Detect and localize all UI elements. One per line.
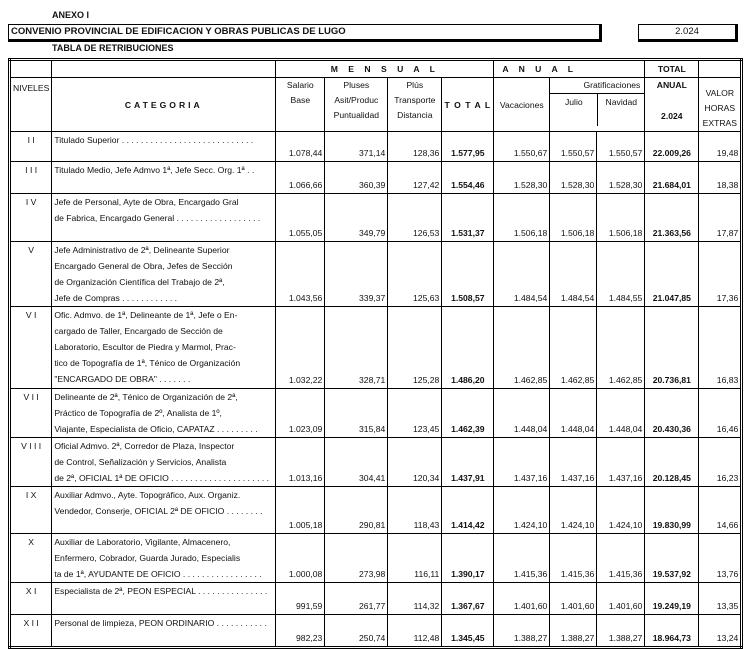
total-mensual-cell: 1.437,91 bbox=[442, 438, 494, 487]
total-mensual-cell: 1.554,46 bbox=[442, 162, 494, 194]
categoria-line: "ENCARGADO DE OBRA" . . . . . . . bbox=[54, 374, 191, 384]
nivel-cell: V I I bbox=[10, 389, 52, 438]
pluses-cell: 328,71 bbox=[325, 307, 388, 389]
horas-extras-header bbox=[699, 78, 742, 132]
categoria-line: Auxiliar Admvo., Ayte. Topográfico, Aux. Organiz. bbox=[54, 490, 241, 500]
categoria-line: Encargado General de Obra, Jefes de Sección bbox=[54, 261, 233, 271]
horas-line: HORAS bbox=[704, 103, 736, 113]
categoria-line: Jefe de Personal, Ayte de Obra, Encargado Gral bbox=[54, 197, 239, 207]
categoria-line: Vendedor, Conserje, OFICIAL 2ª DE OFICIO . . . . . . . . bbox=[54, 506, 263, 516]
navidad-cell: 1.424,10 bbox=[597, 487, 645, 534]
total-anual-cell: 19.249,19 bbox=[645, 583, 699, 615]
pluses-cell: 371,14 bbox=[325, 132, 388, 162]
horas-extras-cell: 13,24 bbox=[699, 615, 742, 648]
plus-transporte-cell: 123,45 bbox=[388, 389, 442, 438]
anual-header: A N U A L bbox=[494, 60, 645, 78]
julio-cell: 1.506,18 bbox=[550, 194, 597, 242]
table-row bbox=[10, 583, 742, 615]
table-row bbox=[10, 615, 742, 648]
total-mensual-header: T O T A L bbox=[442, 78, 494, 132]
nivel-cell: V I bbox=[10, 307, 52, 389]
navidad-cell: 1.528,30 bbox=[597, 162, 645, 194]
pluses-line: Pluses bbox=[343, 80, 370, 90]
categoria-cell bbox=[52, 615, 276, 648]
categoria-cell bbox=[52, 389, 276, 438]
table-row bbox=[10, 389, 742, 438]
categoria-line: Práctico de Topografía de 2º, Analista de 1º, bbox=[54, 408, 222, 418]
nivel-cell: X bbox=[10, 534, 52, 583]
total-mensual-cell: 1.414,42 bbox=[442, 487, 494, 534]
total-mensual-cell: 1.531,37 bbox=[442, 194, 494, 242]
navidad-cell: 1.415,36 bbox=[597, 534, 645, 583]
total-anual-cell: 20.128,45 bbox=[645, 438, 699, 487]
gratificaciones-header bbox=[550, 78, 645, 132]
header-row-groups bbox=[10, 60, 742, 78]
vacaciones-cell: 1.550,67 bbox=[494, 132, 550, 162]
julio-cell: 1.401,60 bbox=[550, 583, 597, 615]
pluses-cell: 360,39 bbox=[325, 162, 388, 194]
vacaciones-header: Vacaciones bbox=[494, 78, 550, 132]
total-anual-cell: 19.537,92 bbox=[645, 534, 699, 583]
transporte-line: Transporte bbox=[394, 95, 436, 105]
horas-extras-cell: 19,48 bbox=[699, 132, 742, 162]
plus-transporte-cell: 127,42 bbox=[388, 162, 442, 194]
total-mensual-cell: 1.577,95 bbox=[442, 132, 494, 162]
salario-base-cell: 1.066,66 bbox=[276, 162, 325, 194]
julio-cell: 1.424,10 bbox=[550, 487, 597, 534]
header-row-columns bbox=[10, 78, 742, 132]
empty-header-cell bbox=[52, 60, 276, 78]
table-row bbox=[10, 534, 742, 583]
total-anual-cell: 21.684,01 bbox=[645, 162, 699, 194]
categoria-cell bbox=[52, 583, 276, 615]
salario-base-cell: 1.013,16 bbox=[276, 438, 325, 487]
julio-cell: 1.550,57 bbox=[550, 132, 597, 162]
julio-cell: 1.462,85 bbox=[550, 307, 597, 389]
salario-base-cell: 1.000,08 bbox=[276, 534, 325, 583]
categoria-line: Titulado Medio, Jefe Admvo 1ª, Jefe Secc. Org. 1ª . . bbox=[54, 165, 255, 175]
plus-transporte-cell: 125,63 bbox=[388, 242, 442, 307]
navidad-cell: 1.401,60 bbox=[597, 583, 645, 615]
vacaciones-cell: 1.462,85 bbox=[494, 307, 550, 389]
total-mensual-cell: 1.367,67 bbox=[442, 583, 494, 615]
niveles-header: NIVELES bbox=[10, 78, 52, 132]
pluses-line: Asit/Produc bbox=[334, 95, 379, 105]
categoria-line: Auxiliar de Laboratorio, Vigilante, Almacenero, bbox=[54, 537, 231, 547]
vacaciones-cell: 1.484,54 bbox=[494, 242, 550, 307]
total-anual-cell: 20.430,36 bbox=[645, 389, 699, 438]
total-anual-header bbox=[645, 78, 699, 132]
categoria-cell bbox=[52, 162, 276, 194]
nivel-cell: I I bbox=[10, 132, 52, 162]
categoria-cell bbox=[52, 534, 276, 583]
table-row bbox=[10, 242, 742, 307]
categoria-line: Jefe de Compras . . . . . . . . . . . . bbox=[54, 293, 178, 303]
nivel-cell: V I I I bbox=[10, 438, 52, 487]
transporte-line: Distancia bbox=[397, 110, 433, 120]
nivel-cell: I I I bbox=[10, 162, 52, 194]
categoria-cell bbox=[52, 132, 276, 162]
pluses-cell: 315,84 bbox=[325, 389, 388, 438]
salario-line: Base bbox=[290, 95, 311, 105]
vacaciones-cell: 1.415,36 bbox=[494, 534, 550, 583]
horas-extras-cell: 16,46 bbox=[699, 389, 742, 438]
salario-base-header bbox=[276, 78, 325, 132]
total-anual-cell: 20.736,81 bbox=[645, 307, 699, 389]
pluses-cell: 304,41 bbox=[325, 438, 388, 487]
pluses-cell: 339,37 bbox=[325, 242, 388, 307]
document-title: CONVENIO PROVINCIAL DE EDIFICACION Y OBRAS PUBLICAS DE LUGO bbox=[8, 24, 602, 42]
categoria-line: Titulado Superior . . . . . . . . . . . . . . . . . . . . . . . . . . . . bbox=[54, 135, 254, 145]
total-anual-cell: 21.363,56 bbox=[645, 194, 699, 242]
empty-header-cell bbox=[699, 60, 742, 78]
horas-line: EXTRAS bbox=[702, 118, 737, 128]
categoria-line: Delineante de 2ª, Ténico de Organización de 2ª, bbox=[54, 392, 238, 402]
total-anual-cell: 18.964,73 bbox=[645, 615, 699, 648]
julio-header: Julio bbox=[550, 94, 598, 126]
salario-base-cell: 1.023,09 bbox=[276, 389, 325, 438]
horas-extras-cell: 13,35 bbox=[699, 583, 742, 615]
julio-cell: 1.528,30 bbox=[550, 162, 597, 194]
julio-cell: 1.437,16 bbox=[550, 438, 597, 487]
vacaciones-cell: 1.437,16 bbox=[494, 438, 550, 487]
salario-base-cell: 1.078,44 bbox=[276, 132, 325, 162]
julio-cell: 1.448,04 bbox=[550, 389, 597, 438]
julio-cell: 1.388,27 bbox=[550, 615, 597, 648]
navidad-cell: 1.462,85 bbox=[597, 307, 645, 389]
pluses-cell: 261,77 bbox=[325, 583, 388, 615]
navidad-cell: 1.448,04 bbox=[597, 389, 645, 438]
categoria-line: Personal de limpieza, PEON ORDINARIO . . . . . . . . . . . bbox=[54, 618, 267, 628]
plus-transporte-cell: 126,53 bbox=[388, 194, 442, 242]
annex-label: ANEXO I bbox=[52, 10, 90, 20]
plus-transporte-cell: 116,11 bbox=[388, 534, 442, 583]
vacaciones-cell: 1.528,30 bbox=[494, 162, 550, 194]
categoria-line: de Control, Señalización y Servicios, Analista bbox=[54, 457, 227, 467]
categoria-line: Especialista de 2ª, PEON ESPECIAL . . . . . . . . . . . . . . . bbox=[54, 586, 268, 596]
total-mensual-cell: 1.345,45 bbox=[442, 615, 494, 648]
navidad-header: Navidad bbox=[605, 97, 638, 107]
salario-base-cell: 991,59 bbox=[276, 583, 325, 615]
mensual-header: M E N S U A L bbox=[276, 60, 494, 78]
categoria-line: de 2ª, OFICIAL 1ª DE OFICIO . . . . . . . . . . . . . . . . . . . . . bbox=[54, 473, 270, 483]
navidad-cell: 1.484,55 bbox=[597, 242, 645, 307]
table-row bbox=[10, 162, 742, 194]
categoria-line: de Organización Científica del Trabajo de 2ª, bbox=[54, 277, 225, 287]
total-mensual-cell: 1.462,39 bbox=[442, 389, 494, 438]
total-anual-cell: 21.047,85 bbox=[645, 242, 699, 307]
salario-base-cell: 1.032,22 bbox=[276, 307, 325, 389]
pluses-cell: 250,74 bbox=[325, 615, 388, 648]
vacaciones-cell: 1.388,27 bbox=[494, 615, 550, 648]
table-subtitle: TABLA DE RETRIBUCIONES bbox=[52, 43, 174, 53]
total-mensual-cell: 1.390,17 bbox=[442, 534, 494, 583]
horas-line: VALOR bbox=[705, 88, 735, 98]
total-mensual-cell: 1.508,57 bbox=[442, 242, 494, 307]
navidad-cell: 1.506,18 bbox=[597, 194, 645, 242]
empty-header-cell bbox=[10, 60, 52, 78]
salario-base-cell: 982,23 bbox=[276, 615, 325, 648]
total-anual-top-header: TOTAL bbox=[645, 60, 699, 78]
categoria-line: cargado de Taller, Encargado de Sección de bbox=[54, 326, 223, 336]
categoria-line: Enfermero, Cobrador, Guarda Jurado, Especialis bbox=[54, 553, 241, 563]
total-anual-line: ANUAL bbox=[656, 80, 687, 90]
plus-transporte-cell: 128,36 bbox=[388, 132, 442, 162]
categoria-line: ta de 1ª, AYUDANTE DE OFICIO . . . . . . . . . . . . . . . . . bbox=[54, 569, 262, 579]
salary-table bbox=[8, 58, 743, 649]
total-anual-cell: 22.009,26 bbox=[645, 132, 699, 162]
gratificaciones-label: Gratificaciones bbox=[550, 78, 644, 94]
categoria-cell bbox=[52, 242, 276, 307]
categoria-line: Viajante, Especialista de Oficio, CAPATAZ . . . . . . . . . bbox=[54, 424, 258, 434]
salario-base-cell: 1.043,56 bbox=[276, 242, 325, 307]
categoria-cell bbox=[52, 487, 276, 534]
vacaciones-cell: 1.448,04 bbox=[494, 389, 550, 438]
pluses-line: Puntualidad bbox=[333, 110, 380, 120]
categoria-header: CATEGORIA bbox=[52, 78, 276, 132]
total-mensual-cell: 1.486,20 bbox=[442, 307, 494, 389]
vacaciones-cell: 1.424,10 bbox=[494, 487, 550, 534]
navidad-cell: 1.550,57 bbox=[597, 132, 645, 162]
categoria-line: Ofic. Admvo. de 1ª, Delineante de 1ª, Jefe o En- bbox=[54, 310, 238, 320]
categoria-line: Oficial Admvo. 2ª, Corredor de Plaza, Inspector bbox=[54, 441, 235, 451]
julio-cell: 1.484,54 bbox=[550, 242, 597, 307]
nivel-cell: V bbox=[10, 242, 52, 307]
vacaciones-cell: 1.506,18 bbox=[494, 194, 550, 242]
navidad-cell: 1.388,27 bbox=[597, 615, 645, 648]
table-row bbox=[10, 487, 742, 534]
total-anual-year: 2.024 bbox=[661, 111, 683, 121]
salario-line: Salario bbox=[286, 80, 314, 90]
plus-transporte-header bbox=[388, 78, 442, 132]
nivel-cell: I V bbox=[10, 194, 52, 242]
pluses-cell: 273,98 bbox=[325, 534, 388, 583]
horas-extras-cell: 17,36 bbox=[699, 242, 742, 307]
pluses-cell: 290,81 bbox=[325, 487, 388, 534]
pluses-cell: 349,79 bbox=[325, 194, 388, 242]
horas-extras-cell: 17,87 bbox=[699, 194, 742, 242]
year-box: 2.024 bbox=[638, 24, 738, 42]
categoria-cell bbox=[52, 438, 276, 487]
nivel-cell: I X bbox=[10, 487, 52, 534]
nivel-cell: X I bbox=[10, 583, 52, 615]
plus-transporte-cell: 125,28 bbox=[388, 307, 442, 389]
transporte-line: Plús bbox=[406, 80, 424, 90]
table-row bbox=[10, 307, 742, 389]
horas-extras-cell: 14,66 bbox=[699, 487, 742, 534]
categoria-line: Laboratorio, Escultor de Piedra y Marmol, Prac- bbox=[54, 342, 236, 352]
nivel-cell: X I I bbox=[10, 615, 52, 648]
categoria-line: Jefe Administrativo de 2ª, Delineante Superior bbox=[54, 245, 230, 255]
pluses-header bbox=[325, 78, 388, 132]
vacaciones-cell: 1.401,60 bbox=[494, 583, 550, 615]
julio-cell: 1.415,36 bbox=[550, 534, 597, 583]
plus-transporte-cell: 112,48 bbox=[388, 615, 442, 648]
navidad-cell: 1.437,16 bbox=[597, 438, 645, 487]
horas-extras-cell: 13,76 bbox=[699, 534, 742, 583]
plus-transporte-cell: 120,34 bbox=[388, 438, 442, 487]
salario-base-cell: 1.055,05 bbox=[276, 194, 325, 242]
plus-transporte-cell: 114,32 bbox=[388, 583, 442, 615]
categoria-cell bbox=[52, 194, 276, 242]
horas-extras-cell: 16,23 bbox=[699, 438, 742, 487]
table-row bbox=[10, 438, 742, 487]
total-anual-cell: 19.830,99 bbox=[645, 487, 699, 534]
table-row bbox=[10, 194, 742, 242]
horas-extras-cell: 18,38 bbox=[699, 162, 742, 194]
categoria-line: de Fabrica, Encargado General . . . . . . . . . . . . . . . . . . bbox=[54, 213, 261, 223]
table-row bbox=[10, 132, 742, 162]
plus-transporte-cell: 118,43 bbox=[388, 487, 442, 534]
horas-extras-cell: 16,83 bbox=[699, 307, 742, 389]
categoria-cell bbox=[52, 307, 276, 389]
salario-base-cell: 1.005,18 bbox=[276, 487, 325, 534]
categoria-line: tico de Topografía de 1ª, Ténico de Organización bbox=[54, 358, 241, 368]
